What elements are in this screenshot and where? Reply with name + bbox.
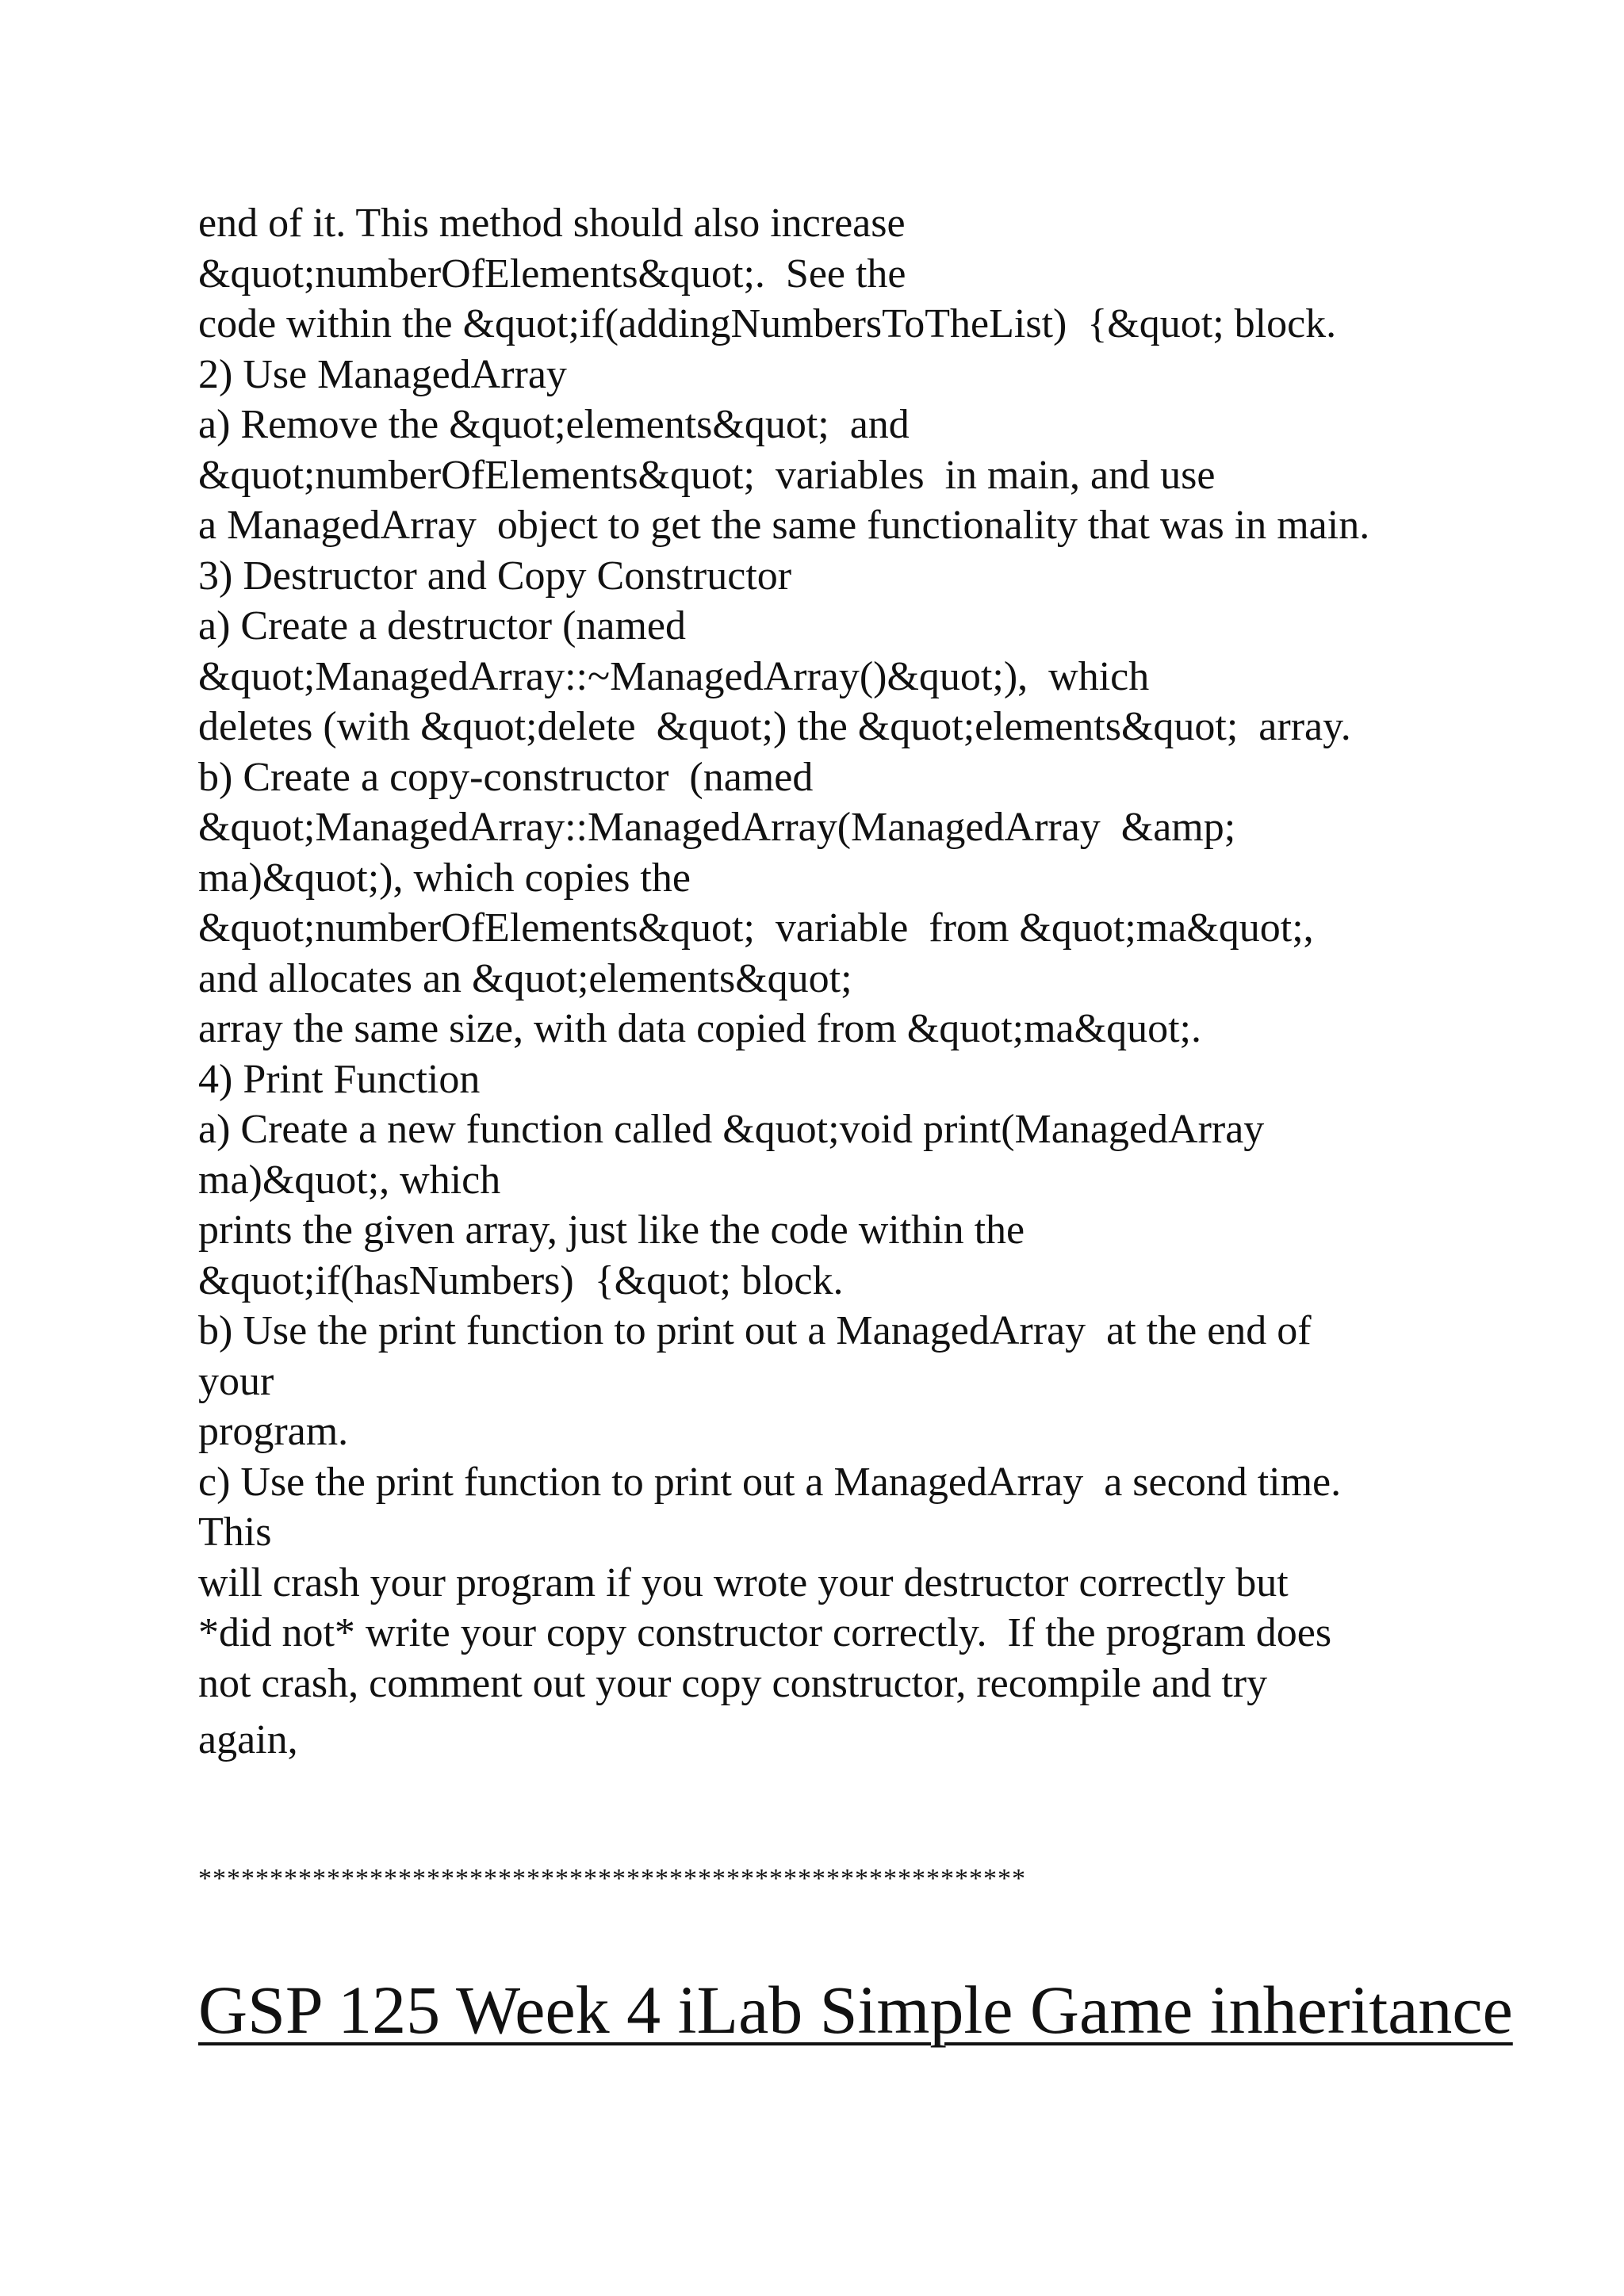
text-line: &quot;numberOfElements&quot; variable from &quot;ma&quot;,: [198, 905, 1314, 951]
text-line: a) Remove the &quot;elements&quot; and: [198, 402, 910, 447]
section-heading: GSP 125 Week 4 iLab Simple Game inheritance: [198, 1972, 1513, 2048]
text-line: This: [198, 1510, 272, 1555]
text-line: b) Use the print function to print out a ManagedArray at the end of: [198, 1308, 1312, 1353]
text-line: and allocates an &quot;elements&quot;: [198, 955, 852, 1001]
text-line: again,: [198, 1717, 298, 1762]
text-line: &quot;numberOfElements&quot;. See the: [198, 251, 906, 297]
text-line: &quot;ManagedArray::ManagedArray(ManagedArray &amp;: [198, 805, 1236, 850]
text-line: 2) Use ManagedArray: [198, 351, 567, 397]
body-text: [198, 198, 1530, 1772]
text-line: will crash your program if you wrote your destructor correctly but: [198, 1559, 1289, 1605]
text-line: a) Create a destructor (named: [198, 603, 687, 649]
text-line: ma)&quot;, which: [198, 1157, 501, 1203]
text-line: ma)&quot;), which copies the: [198, 855, 691, 901]
text-line: array the same size, with data copied from &quot;ma&quot;.: [198, 1006, 1201, 1051]
text-line: a ManagedArray object to get the same functionality that was in main.: [198, 503, 1370, 548]
text-line: end of it. This method should also increase: [198, 201, 906, 246]
text-line: not crash, comment out your copy constructor, recompile and try: [198, 1660, 1268, 1706]
text-line: 3) Destructor and Copy Constructor: [198, 553, 792, 599]
text-line: &quot;numberOfElements&quot; variables in main, and use: [198, 452, 1216, 498]
text-line: program.: [198, 1409, 349, 1454]
text-line: 4) Print Function: [198, 1056, 481, 1102]
text-line: *did not* write your copy constructor correctly. If the program does: [198, 1610, 1332, 1655]
asterisk-separator: **********************************************************: [198, 1864, 1026, 1893]
text-line: a) Create a new function called &quot;void print(ManagedArray: [198, 1107, 1265, 1152]
text-line: c) Use the print function to print out a ManagedArray a second time.: [198, 1459, 1342, 1505]
text-line: deletes (with &quot;delete &quot;) the &quot;elements&quot; array.: [198, 704, 1351, 749]
text-line: &quot;if(hasNumbers) {&quot; block.: [198, 1257, 844, 1303]
text-line: your: [198, 1358, 274, 1404]
text-line: code within the &quot;if(addingNumbersToTheList) {&quot; block.: [198, 301, 1337, 346]
text-line: prints the given array, just like the code within the: [198, 1207, 1025, 1253]
text-line: b) Create a copy-constructor (named: [198, 754, 814, 800]
text-line: &quot;ManagedArray::~ManagedArray()&quot;), which: [198, 653, 1150, 699]
